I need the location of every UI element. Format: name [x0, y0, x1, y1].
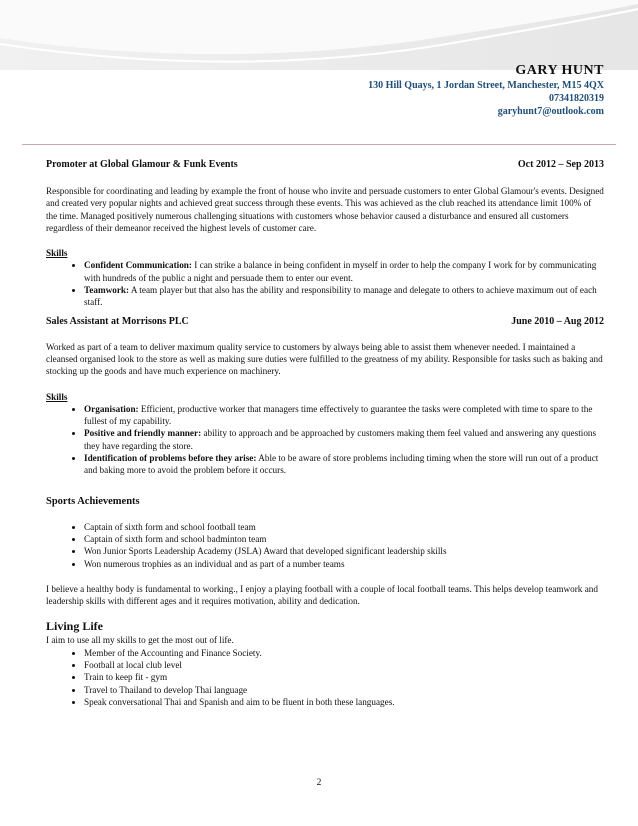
skill-text: Efficient, productive worker that managers time effectively to guarantee the tasks were completed with time to spare to the fullest of my capability. — [84, 403, 593, 427]
section-title-living-life: Living Life — [46, 619, 104, 634]
skill-name: Identification of problems before they arise: — [84, 453, 257, 464]
sports-paragraph: I believe a healthy body is fundamental to working., I enjoy a playing football with a couple of local football teams. This helps develop teamwork and leadership skills with different ages and it requires motivation, ability and dedication. — [46, 583, 598, 607]
phone-number: 07341820319 — [549, 93, 604, 104]
list-item: • Travel to Thailand to develop Thai language — [84, 684, 604, 696]
list-item: • Football at local club level — [84, 659, 604, 671]
candidate-name: GARY HUNT — [515, 63, 604, 78]
skill-name: Positive and friendly manner: — [84, 428, 202, 439]
list-item: • Captain of sixth form and school badminton team — [84, 533, 604, 545]
list-item: • Captain of sixth form and school football team — [84, 521, 604, 533]
list-item — [84, 284, 604, 309]
job-heading — [46, 315, 604, 328]
list-item — [84, 403, 604, 428]
skill-text: Able to be aware of store problems including timing when the store will run out of a product and baking more to avoid the problem before it occurs. — [84, 453, 599, 476]
header-divider — [22, 144, 616, 145]
list-item: • Won Junior Sports Leadership Academy (JSLA) Award that developed significant leadership skills — [84, 545, 604, 557]
list-item: • Member of the Accounting and Finance Society. — [84, 647, 604, 659]
skills-label: Skills — [46, 391, 68, 402]
job-description: Responsible for coordinating and leading by example the front of house who invite and persuade customers to enter Global Glamour's events. Designed and created very popular nights and achieved great success through these events. This was achieved as the club reached its attendance limit 100% of the time. Managed positively numerous challenging situations with customers whose behavior caused a disturbance and ensured all customers regardless of their demeanor received the highest levels of customer care. — [46, 186, 604, 233]
address: 130 Hill Quays, 1 Jordan Street, Manchester, M15 4QX — [368, 80, 604, 91]
skill-text: ability to approach and be approached by customers making them feel valued and answering any questions they have regarding the store. — [84, 428, 597, 451]
job-dates: June 2010 – Aug 2012 — [511, 315, 604, 327]
job-dates: Oct 2012 – Sep 2013 — [517, 159, 604, 170]
job-heading — [46, 158, 604, 171]
living-intro: I aim to use all my skills to get the most out of life. — [46, 635, 234, 646]
list-item: • Speak conversational Thai and Spanish and aim to be fluent in both these languages. — [84, 696, 604, 708]
living-list — [46, 647, 604, 708]
resume-body — [46, 158, 604, 708]
skill-name: Organisation: — [84, 403, 139, 414]
decorative-header-wave — [0, 0, 638, 70]
list-item: • Won numerous trophies as an individual and as part of a number teams — [84, 558, 604, 570]
skill-name: Teamwork: — [84, 285, 130, 296]
list-item: • Train to keep fit - gym — [84, 671, 604, 683]
section-title-sports: Sports Achievements — [46, 495, 140, 507]
skill-text: A team player but that also has the ability and responsibility to manage and delegate to others to achieve maximum out of each staff. — [84, 285, 597, 308]
skills-list — [46, 259, 604, 308]
job-description: Worked as part of a team to deliver maximum quality service to customers by always being able to assist them whenever needed. I maintained a cleansed organised look to the store as well as making sure duties were fulfilled to the greatness of my ability. Responsible for tasks such as baking and stocking up the goods and have much experience on machinery. — [46, 341, 603, 377]
skill-name: Confident Communication: — [84, 260, 192, 271]
sports-list — [46, 521, 604, 570]
page-number: 2 — [316, 778, 322, 788]
list-item — [84, 259, 604, 284]
list-item — [84, 452, 604, 477]
skills-list — [46, 403, 604, 477]
job-title: Sales Assistant at Morrisons PLC — [46, 315, 189, 327]
job-title: Promoter at Global Glamour & Funk Events — [46, 159, 238, 170]
list-item — [84, 427, 604, 452]
resume-header — [368, 62, 604, 118]
email-link[interactable]: garyhunt7@outlook.com — [497, 106, 604, 117]
skill-text: I can strike a balance in being confident in myself in order to help the company I work for by communicating with hundreds of the public a night and persuade them to enter our event. — [84, 260, 597, 283]
skills-label: Skills — [46, 248, 68, 259]
